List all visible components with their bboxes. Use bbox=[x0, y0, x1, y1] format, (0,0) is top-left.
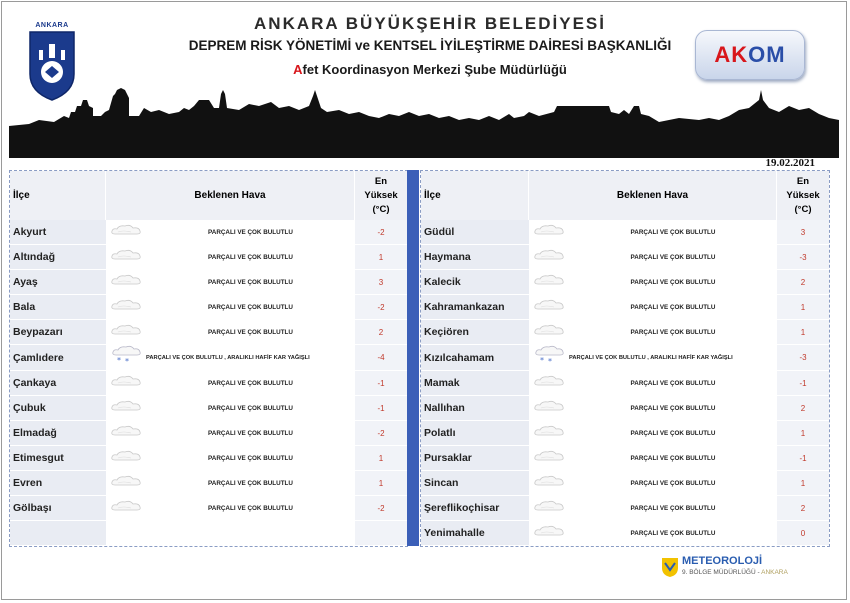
empty-cell bbox=[355, 521, 407, 546]
akom-badge bbox=[695, 30, 805, 80]
max-temperature: 3 bbox=[777, 220, 829, 245]
svg-text:*: * bbox=[548, 357, 552, 365]
weather-description: PARÇALI VE ÇOK BULUTLU , ARALIKLI HAFİF KAR YAĞIŞLI bbox=[569, 345, 777, 371]
akom-badge-ak: AK bbox=[714, 42, 749, 67]
akom-badge-m: M bbox=[766, 42, 786, 67]
cloud-icon bbox=[529, 521, 569, 546]
max-temperature: 1 bbox=[355, 471, 407, 496]
right-table bbox=[421, 171, 829, 546]
max-temperature: -2 bbox=[355, 220, 407, 245]
district-name: Şereflikoçhisar bbox=[421, 496, 529, 521]
column-header-temp bbox=[355, 171, 407, 220]
district-name: Ayaş bbox=[10, 270, 106, 295]
column-header-district: İlçe bbox=[10, 171, 106, 220]
max-temperature: -2 bbox=[355, 295, 407, 320]
right-table-body bbox=[421, 220, 829, 546]
cloud-icon bbox=[529, 471, 569, 496]
table-row bbox=[421, 421, 829, 446]
weather-description: PARÇALI VE ÇOK BULUTLU bbox=[569, 496, 777, 521]
table-row bbox=[421, 471, 829, 496]
weather-description: PARÇALI VE ÇOK BULUTLU bbox=[146, 496, 355, 521]
cloud-icon bbox=[106, 320, 146, 345]
akom-badge-o: O bbox=[748, 42, 767, 67]
table-row bbox=[10, 446, 407, 471]
cloud-icon bbox=[106, 220, 146, 245]
max-temperature: 1 bbox=[355, 446, 407, 471]
table-row bbox=[10, 320, 407, 345]
district-name: Çamlıdere bbox=[10, 345, 106, 371]
max-temperature: 3 bbox=[355, 270, 407, 295]
max-temperature: -1 bbox=[355, 396, 407, 421]
cloud-icon bbox=[106, 245, 146, 270]
weather-description: PARÇALI VE ÇOK BULUTLU bbox=[569, 471, 777, 496]
logo-text: ANKARA bbox=[35, 22, 69, 29]
district-name: Altındağ bbox=[10, 245, 106, 270]
meteoroloji-logo-icon bbox=[660, 556, 680, 578]
table-row bbox=[10, 421, 407, 446]
weather-description: PARÇALI VE ÇOK BULUTLU bbox=[146, 471, 355, 496]
cloud-icon bbox=[529, 295, 569, 320]
max-temperature: 2 bbox=[355, 320, 407, 345]
empty-cell bbox=[10, 521, 106, 546]
table-row bbox=[421, 295, 829, 320]
table-row bbox=[10, 245, 407, 270]
svg-text:*: * bbox=[117, 356, 121, 365]
district-name: Kalecik bbox=[421, 270, 529, 295]
table-row bbox=[10, 371, 407, 396]
snow-cloud-icon bbox=[529, 345, 569, 371]
district-name: Polatlı bbox=[421, 421, 529, 446]
report-date: 19.02.2021 bbox=[765, 157, 815, 169]
city-skyline-icon bbox=[9, 86, 839, 158]
cloud-icon bbox=[106, 471, 146, 496]
cloud-icon bbox=[106, 270, 146, 295]
max-temperature: -4 bbox=[355, 345, 407, 371]
district-name: Elmadağ bbox=[10, 421, 106, 446]
district-name: Haymana bbox=[421, 245, 529, 270]
table-row bbox=[10, 396, 407, 421]
district-name: Akyurt bbox=[10, 220, 106, 245]
temp-header-line1: En bbox=[796, 175, 810, 187]
weather-description: PARÇALI VE ÇOK BULUTLU bbox=[146, 220, 355, 245]
column-header-temp bbox=[777, 171, 829, 220]
column-header-district: İlçe bbox=[421, 171, 529, 220]
temp-header-line1: En bbox=[374, 175, 388, 187]
empty-cell bbox=[146, 521, 355, 546]
table-row bbox=[421, 345, 829, 371]
department-title: DEPREM RİSK YÖNETİMİ ve KENTSEL İYİLEŞTİRME DAİRESİ BAŞKANLIĞI bbox=[188, 38, 672, 53]
max-temperature: 1 bbox=[777, 295, 829, 320]
empty-cell bbox=[106, 521, 146, 546]
cloud-icon bbox=[529, 371, 569, 396]
max-temperature: 1 bbox=[355, 245, 407, 270]
district-name: Gölbaşı bbox=[10, 496, 106, 521]
cloud-icon bbox=[529, 496, 569, 521]
unit-title-rest: fet Koordinasyon Merkezi Şube Müdürlüğü bbox=[302, 62, 567, 77]
weather-description: PARÇALI VE ÇOK BULUTLU bbox=[569, 295, 777, 320]
district-name: Yenimahalle bbox=[421, 521, 529, 546]
cloud-icon bbox=[529, 220, 569, 245]
weather-description: PARÇALI VE ÇOK BULUTLU bbox=[146, 320, 355, 345]
district-name: Evren bbox=[10, 471, 106, 496]
weather-description: PARÇALI VE ÇOK BULUTLU bbox=[569, 396, 777, 421]
table-row bbox=[421, 521, 829, 546]
max-temperature: -3 bbox=[777, 345, 829, 371]
max-temperature: -2 bbox=[355, 496, 407, 521]
table-row bbox=[10, 295, 407, 320]
table-row bbox=[10, 345, 407, 371]
temp-header-line3: (°C) bbox=[794, 203, 812, 215]
max-temperature: 2 bbox=[777, 496, 829, 521]
district-name: Çubuk bbox=[10, 396, 106, 421]
district-name: Kahramankazan bbox=[421, 295, 529, 320]
weather-description: PARÇALI VE ÇOK BULUTLU bbox=[569, 421, 777, 446]
table-row bbox=[421, 396, 829, 421]
svg-text:*: * bbox=[125, 357, 129, 365]
weather-description: PARÇALI VE ÇOK BULUTLU bbox=[569, 220, 777, 245]
column-header-weather: Beklenen Hava bbox=[529, 171, 777, 220]
snow-cloud-icon bbox=[106, 345, 146, 371]
cloud-icon bbox=[106, 371, 146, 396]
meteoroloji-title: METEOROLOJİ bbox=[682, 555, 763, 567]
weather-description: PARÇALI VE ÇOK BULUTLU bbox=[146, 295, 355, 320]
table-row bbox=[421, 270, 829, 295]
max-temperature: 1 bbox=[777, 471, 829, 496]
weather-description: PARÇALI VE ÇOK BULUTLU bbox=[146, 270, 355, 295]
cloud-icon bbox=[106, 496, 146, 521]
weather-description: PARÇALI VE ÇOK BULUTLU bbox=[569, 245, 777, 270]
district-name: Etimesgut bbox=[10, 446, 106, 471]
cloud-icon bbox=[106, 446, 146, 471]
table-row bbox=[421, 496, 829, 521]
district-name: Nallıhan bbox=[421, 396, 529, 421]
table-row bbox=[10, 220, 407, 245]
cloud-icon bbox=[529, 396, 569, 421]
meteoroloji-city: ANKARA bbox=[761, 569, 788, 576]
weather-description: PARÇALI VE ÇOK BULUTLU bbox=[146, 245, 355, 270]
table-row bbox=[421, 320, 829, 345]
cloud-icon bbox=[529, 421, 569, 446]
max-temperature: 0 bbox=[777, 521, 829, 546]
weather-description: PARÇALI VE ÇOK BULUTLU bbox=[146, 446, 355, 471]
weather-description: PARÇALI VE ÇOK BULUTLU bbox=[146, 396, 355, 421]
weather-description: PARÇALI VE ÇOK BULUTLU bbox=[569, 521, 777, 546]
max-temperature: -1 bbox=[777, 446, 829, 471]
table-row bbox=[421, 220, 829, 245]
cloud-icon bbox=[529, 245, 569, 270]
district-name: Beypazarı bbox=[10, 320, 106, 345]
district-name: Pursaklar bbox=[421, 446, 529, 471]
cloud-icon bbox=[106, 295, 146, 320]
weather-description: PARÇALI VE ÇOK BULUTLU bbox=[569, 270, 777, 295]
meteoroloji-region: 9. BÖLGE MÜDÜRLÜĞÜ bbox=[682, 569, 756, 576]
cloud-icon bbox=[529, 320, 569, 345]
district-name: Güdül bbox=[421, 220, 529, 245]
weather-description: PARÇALI VE ÇOK BULUTLU , ARALIKLI HAFİF KAR YAĞIŞLI bbox=[146, 345, 355, 371]
temp-header-line3: (°C) bbox=[372, 203, 390, 215]
cloud-icon bbox=[106, 396, 146, 421]
table-row bbox=[10, 270, 407, 295]
temp-header-line2: Yüksek bbox=[364, 189, 398, 201]
max-temperature: -1 bbox=[355, 371, 407, 396]
district-name: Sincan bbox=[421, 471, 529, 496]
district-name: Bala bbox=[10, 295, 106, 320]
svg-text:*: * bbox=[540, 356, 544, 365]
max-temperature: 1 bbox=[777, 421, 829, 446]
district-name: Çankaya bbox=[10, 371, 106, 396]
table-row bbox=[421, 371, 829, 396]
table-row bbox=[10, 471, 407, 496]
max-temperature: -3 bbox=[777, 245, 829, 270]
table-row bbox=[421, 446, 829, 471]
meteoroloji-subtitle: 9. BÖLGE MÜDÜRLÜĞÜ - ANKARA bbox=[682, 569, 788, 576]
weather-description: PARÇALI VE ÇOK BULUTLU bbox=[569, 371, 777, 396]
weather-description: PARÇALI VE ÇOK BULUTLU bbox=[146, 421, 355, 446]
empty-row bbox=[10, 521, 407, 546]
temp-header-line2: Yüksek bbox=[786, 189, 820, 201]
cloud-icon bbox=[529, 446, 569, 471]
max-temperature: 2 bbox=[777, 270, 829, 295]
column-header-weather: Beklenen Hava bbox=[106, 171, 355, 220]
max-temperature: -1 bbox=[777, 371, 829, 396]
left-table-body bbox=[10, 220, 407, 546]
max-temperature: 2 bbox=[777, 396, 829, 421]
cloud-icon bbox=[106, 421, 146, 446]
weather-description: PARÇALI VE ÇOK BULUTLU bbox=[569, 320, 777, 345]
left-forecast-table bbox=[9, 170, 408, 547]
district-name: Kızılcahamam bbox=[421, 345, 529, 371]
table-divider bbox=[407, 170, 419, 546]
table-row bbox=[10, 496, 407, 521]
district-name: Mamak bbox=[421, 371, 529, 396]
unit-title-initial: A bbox=[293, 62, 303, 77]
max-temperature: 1 bbox=[777, 320, 829, 345]
cloud-icon bbox=[529, 270, 569, 295]
weather-description: PARÇALI VE ÇOK BULUTLU bbox=[569, 446, 777, 471]
max-temperature: -2 bbox=[355, 421, 407, 446]
right-forecast-table bbox=[420, 170, 830, 547]
left-table bbox=[10, 171, 407, 546]
weather-description: PARÇALI VE ÇOK BULUTLU bbox=[146, 371, 355, 396]
unit-title bbox=[150, 62, 710, 77]
table-row bbox=[421, 245, 829, 270]
district-name: Keçiören bbox=[421, 320, 529, 345]
page-title: ANKARA BÜYÜKŞEHİR BELEDİYESİ bbox=[254, 14, 606, 33]
